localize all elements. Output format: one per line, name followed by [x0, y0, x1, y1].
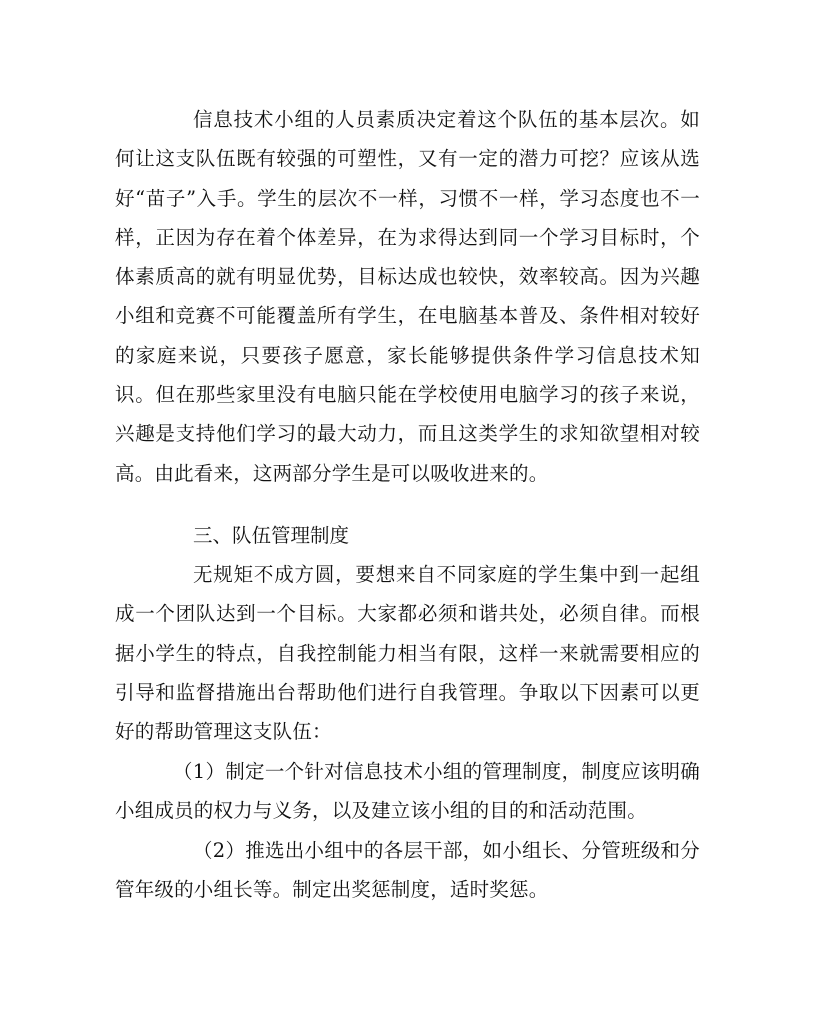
paragraph-item-2-group-leaders: （2）推选出小组中的各层干部，如小组长、分管班级和分管年级的小组长等。制定出奖惩制度，适时奖惩。 — [115, 839, 700, 902]
paragraph-rules-intro: 无规矩不成方圆，要想来自不同家庭的学生集中到一起组成一个团队达到一个目标。大家都必须和谐共处，必须自律。而根据小学生的特点，自我控制能力相当有限，这样一来就需要相应的引导和监督措施出台帮助他们进行自我管理。争取以下因素可以更好的帮助管理这支队伍： — [115, 563, 700, 744]
paragraph-item-1-management-system: （1）制定一个针对信息技术小组的管理制度，制度应该明确小组成员的权力与义务，以及建立该小组的目的和活动范围。 — [115, 760, 700, 823]
paragraph-member-quality: 信息技术小组的人员素质决定着这个队伍的基本层次。如何让这支队伍既有较强的可塑性，又有一定的潜力可挖？应该从选好“苗子”入手。学生的层次不一样，习惯不一样，学习态度也不一样，正因为存在着个体差异，在为求得达到同一个学习目标时，个体素质高的就有明显优势，目标达成也较快，效率较高。因为兴趣小组和竞赛不可能覆盖所有学生，在电脑基本普及、条件相对较好的家庭来说，只要孩子愿意，家长能够提供条件学习信息技术知识。但在那些家里没有电脑只能在学校使用电脑学习的孩子来说，兴趣是支持他们学习的最大动力，而且这类学生的求知欲望相对较高。由此看来，这两部分学生是可以吸收进来的。 — [115, 108, 700, 485]
section-heading-team-management: 三、队伍管理制度 — [193, 524, 350, 547]
